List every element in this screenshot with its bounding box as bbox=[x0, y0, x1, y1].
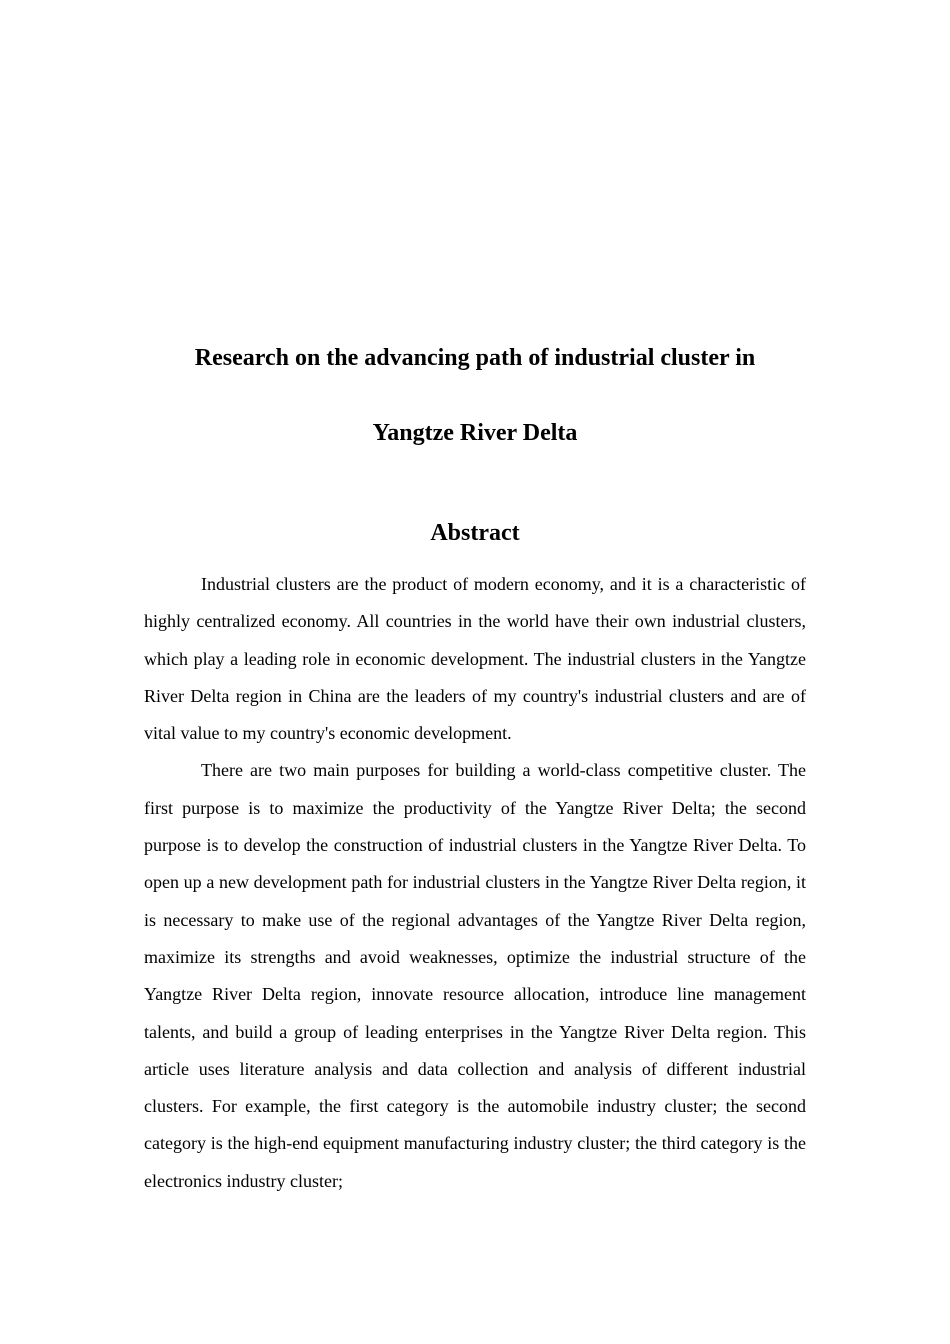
document-title-line-2: Yangtze River Delta bbox=[372, 420, 578, 446]
abstract-paragraph-2: There are two main purposes for building a world-class competitive cluster. The first purpose is to maximize the productivity of the Yangtze River Delta; the second purpose is to develop the construction of industrial clusters in the Yangtze River Delta. To open up a new development path for industrial clusters in the Yangtze River Delta region, it is necessary to make use of the regional advantages of the Yangtze River Delta region, maximize its strengths and avoid weaknesses, optimize the industrial structure of the Yangtze River Delta region, innovate resource allocation, introduce line management talents, and build a group of leading enterprises in the Yangtze River Delta region. This article uses literature analysis and data collection and analysis of different industrial clusters. For example, the first category is the automobile industry cluster; the second category is the high-end equipment manufacturing industry cluster; the third category is the electronics industry cluster; bbox=[144, 760, 806, 1191]
abstract-body bbox=[144, 566, 806, 1200]
document-title-line-1: Research on the advancing path of industrial cluster in bbox=[194, 345, 756, 371]
abstract-heading: Abstract bbox=[430, 520, 520, 546]
abstract-paragraph-1: Industrial clusters are the product of modern economy, and it is a characteristic of highly centralized economy. All countries in the world have their own industrial clusters, which play a leading role in economic development. The industrial clusters in the Yangtze River Delta region in China are the leaders of my country's industrial clusters and are of vital value to my country's economic development. bbox=[144, 574, 806, 744]
